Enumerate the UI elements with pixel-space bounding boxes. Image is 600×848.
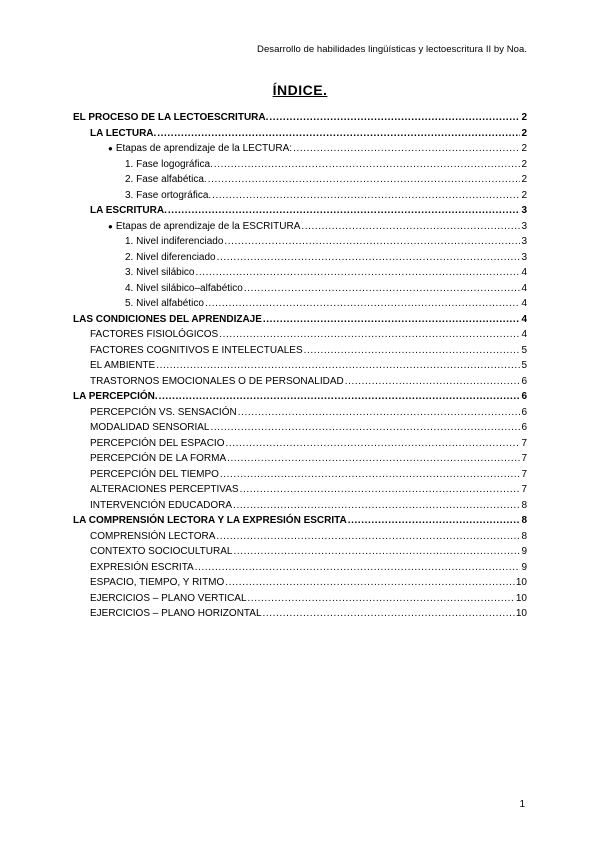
toc-entry[interactable] [73,110,527,126]
toc-entry-page: 2 [521,127,527,139]
toc-entry-title [108,141,292,157]
toc-entry-page: 7 [521,484,527,495]
dot-leader [304,343,521,359]
toc-entry[interactable] [73,544,527,560]
toc-entry-title [90,343,303,359]
toc-entry-page: 8 [521,499,527,511]
toc-entry[interactable] [73,560,527,576]
dot-leader [293,141,520,157]
toc-entry-page: 7 [521,453,527,464]
toc-entry-page: 3 [521,205,527,216]
dot-leader [219,327,520,343]
toc-entry[interactable] [73,591,527,607]
toc-entry-text: 2. Fase alfabética. [125,174,207,185]
toc-entry-page: 6 [521,422,527,433]
toc-entry-title [125,281,243,297]
toc-entry-title [73,389,158,405]
toc-entry[interactable] [73,327,527,343]
toc-entry-page: 3 [521,236,527,247]
toc-entry-text: LA LECTURA. [90,127,157,139]
toc-entry[interactable] [73,358,527,374]
dot-leader [225,436,520,452]
dot-leader [233,544,520,560]
toc-entry-text: LAS CONDICIONES DEL APRENDIZAJE [73,313,262,325]
toc-entry-text: FACTORES FISIOLÓGICOS [90,329,219,340]
bullet-icon: ● [108,221,113,231]
toc-entry-title [108,219,300,235]
toc-entry-text: Etapas de aprendizaje de la LECTURA: [115,143,293,154]
toc-entry-text: 1. Nivel indiferenciado [125,236,224,247]
dot-leader [240,482,521,498]
toc-entry-page: 8 [521,530,527,542]
toc-entry[interactable] [73,513,527,529]
toc-entry-title [90,467,219,483]
toc-entry-title [90,451,226,467]
toc-entry[interactable] [73,157,527,173]
toc-entry[interactable] [73,312,527,328]
dot-leader [195,560,521,576]
toc-entry-text: LA ESCRITURA. [90,205,167,216]
toc-entry-title [125,188,211,204]
toc-entry-title [90,544,232,560]
bullet-icon: ● [108,144,113,153]
page-number: 1 [519,799,525,810]
toc-entry-page: 6 [521,375,527,387]
toc-entry-title [125,265,194,281]
toc-entry-text: 2. Nivel diferenciado [125,251,216,263]
toc-entry-text: COMPRENSIÓN LECTORA [90,530,216,542]
toc-entry-title [90,498,232,514]
toc-entry-title [90,436,224,452]
toc-entry-page: 3 [521,220,527,232]
dot-leader [168,203,521,219]
toc-entry[interactable] [73,420,527,436]
toc-entry-text: MODALIDAD SENSORIAL [90,422,210,433]
toc-entry-title [90,482,239,498]
dot-leader [159,389,521,405]
toc-entry-title [90,529,215,545]
toc-entry-page: 7 [521,468,527,480]
toc-entry-page: 5 [521,360,527,371]
toc-entry-text: PERCEPCIÓN DE LA FORMA [90,453,227,464]
toc-entry[interactable] [73,606,527,622]
toc-entry-text: FACTORES COGNITIVOS E INTELECTUALES [90,344,303,356]
toc-entry-text: EJERCICIOS – PLANO VERTICAL [90,592,247,604]
toc-entry-page: 10 [515,577,527,588]
dot-leader [217,250,521,266]
dot-leader [248,591,515,607]
toc-entry-page: 8 [521,515,527,526]
dot-leader [269,110,520,126]
dot-leader [156,358,520,374]
toc-entry-page: 4 [521,267,527,278]
page-title: ÍNDICE. [272,82,328,98]
toc-entry-title [90,560,194,576]
toc-entry-text: 1. Fase logográfica. [125,158,213,170]
toc-entry-text: EL AMBIENTE [90,360,156,371]
toc-entry-title [125,250,216,266]
toc-entry-title [90,374,344,390]
toc-entry-page: 4 [521,298,527,309]
toc-entry[interactable] [73,482,527,498]
toc-entry-text: LA PERCEPCIÓN. [73,391,158,402]
dot-leader [244,281,521,297]
toc-entry-text: 4. Nivel silábico–alfabético [125,282,243,294]
dot-leader [263,606,515,622]
toc-entry[interactable] [73,172,527,188]
toc-entry-title [90,358,155,374]
dot-leader [220,467,521,483]
toc-entry-title [125,234,223,250]
dot-leader [233,498,520,514]
toc-entry-page: 2 [521,189,527,201]
toc-entry-title [73,312,262,328]
toc-entry-text: TRASTORNOS EMOCIONALES O DE PERSONALIDAD [90,375,344,387]
toc-entry-page: 5 [521,344,527,356]
dot-leader [225,575,515,591]
toc-entry-text: PERCEPCIÓN DEL ESPACIO [90,437,225,449]
toc-entry-text: PERCEPCIÓN DEL TIEMPO [90,468,219,480]
dot-leader [205,296,521,312]
toc-entry-page: 9 [521,561,527,573]
toc-entry-text: 5. Nivel alfabético [125,298,204,309]
toc-entry-page: 6 [521,391,527,402]
dot-leader [210,420,520,436]
toc-entry[interactable] [73,141,527,157]
toc-entry-title [90,405,237,421]
toc-entry[interactable] [73,265,527,281]
toc-entry-text: EXPRESIÓN ESCRITA [90,561,194,573]
toc-entry[interactable] [73,188,527,204]
dot-leader [238,405,521,421]
toc-entry[interactable] [73,343,527,359]
toc-entry[interactable] [73,451,527,467]
dot-leader [227,451,520,467]
toc-entry[interactable] [73,234,527,250]
toc-entry[interactable] [73,436,527,452]
toc-entry-page: 2 [521,143,527,154]
toc-entry[interactable] [73,374,527,390]
table-of-contents [73,110,527,622]
toc-entry-page: 10 [515,608,527,619]
toc-entry[interactable] [73,498,527,514]
toc-entry-title [73,513,347,529]
toc-entry-page: 2 [521,158,527,170]
toc-entry-title [73,110,268,126]
toc-entry[interactable] [73,467,527,483]
toc-entry-title [90,203,167,219]
toc-entry-title [125,172,207,188]
dot-leader [216,529,520,545]
toc-entry-text: EL PROCESO DE LA LECTOESCRITURA. [73,112,269,123]
toc-entry-page: 4 [521,313,527,325]
toc-entry-title [125,296,204,312]
toc-entry[interactable] [73,250,527,266]
toc-entry-text: ALTERACIONES PERCEPTIVAS [90,484,239,495]
toc-entry[interactable] [73,219,527,235]
toc-entry-text: ESPACIO, TIEMPO, Y RITMO [90,577,225,588]
toc-entry-text: LA COMPRENSIÓN LECTORA Y LA EXPRESIÓN ESCRITA [73,515,347,526]
toc-entry[interactable] [73,405,527,421]
toc-entry[interactable] [73,296,527,312]
toc-entry-text: CONTEXTO SOCIOCULTURAL [90,546,233,557]
toc-entry-page: 7 [521,437,527,449]
dot-leader [224,234,520,250]
toc-entry-text: PERCEPCIÓN VS. SENSACIÓN [90,406,237,418]
dot-leader [348,513,521,529]
toc-entry-text: INTERVENCIÓN EDUCADORA [90,499,233,511]
toc-entry[interactable] [73,389,527,405]
toc-entry-title [125,157,213,173]
toc-entry[interactable] [73,203,527,219]
toc-entry-page: 4 [521,329,527,340]
toc-entry-page: 3 [521,251,527,263]
toc-entry[interactable] [73,529,527,545]
toc-entry-text: 3. Nivel silábico [125,267,195,278]
dot-leader [301,219,520,235]
toc-entry-text: Etapas de aprendizaje de la ESCRITURA [115,220,301,232]
dot-leader [214,157,521,173]
dot-leader [195,265,520,281]
toc-entry[interactable] [73,575,527,591]
toc-entry-title [90,126,156,142]
toc-entry-page: 2 [521,112,527,123]
toc-entry-title [90,575,224,591]
dot-leader [208,172,521,188]
dot-leader [263,312,521,328]
toc-entry-page: 10 [515,592,527,604]
toc-entry[interactable] [73,126,527,142]
toc-entry-page: 2 [521,174,527,185]
toc-entry-page: 9 [521,546,527,557]
toc-entry[interactable] [73,281,527,297]
dot-leader [345,374,521,390]
toc-entry-title [90,327,218,343]
toc-entry-title [90,420,209,436]
toc-entry-text: EJERCICIOS – PLANO HORIZONTAL [90,608,262,619]
toc-entry-page: 4 [521,282,527,294]
dot-leader [212,188,520,204]
toc-entry-title [90,591,247,607]
toc-entry-text: 3. Fase ortográfica. [125,189,212,201]
dot-leader [157,126,520,142]
toc-entry-title [90,606,262,622]
running-header: Desarrollo de habilidades lingüísticas y lectoescritura II by Noa. [257,44,527,55]
toc-entry-page: 6 [521,406,527,418]
